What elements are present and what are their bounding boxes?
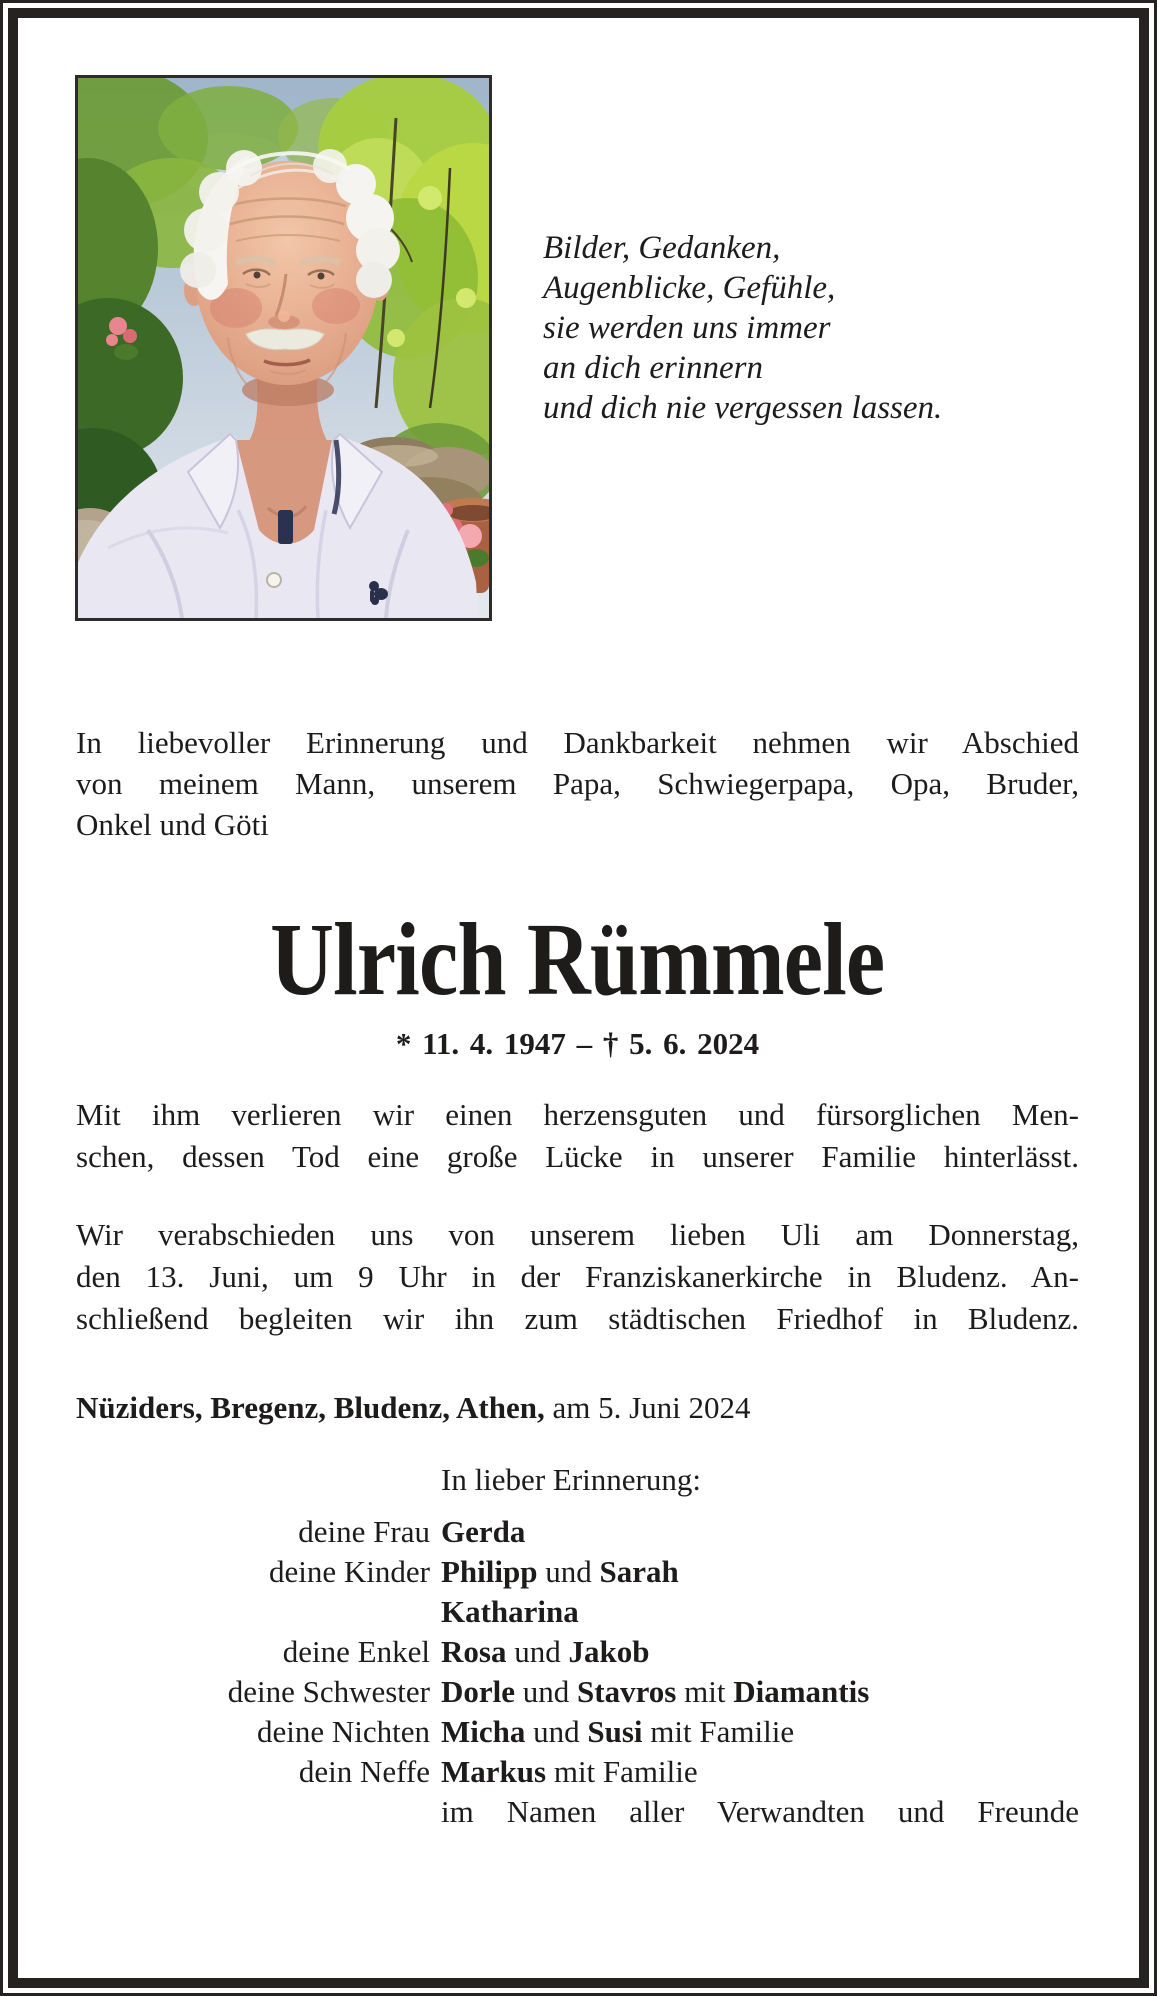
family-name: Markus xyxy=(441,1754,547,1789)
funeral-paragraph xyxy=(76,1214,1079,1340)
relation-names xyxy=(441,1592,1079,1632)
remembrance-heading: In lieber Erinnerung: xyxy=(441,1462,701,1497)
funeral-line: schließend begleiten wir ihn zum städtischen Friedhof in Bludenz. xyxy=(76,1301,1079,1336)
family-name: Gerda xyxy=(441,1514,526,1549)
dateline-places: Nüziders, Bregenz, Bludenz, Athen, xyxy=(76,1390,545,1425)
closing-line: im Namen aller Verwandten und Freunde xyxy=(441,1794,1079,1829)
poem-line: sie werden uns immer xyxy=(543,310,831,346)
family-name: Rosa xyxy=(441,1634,507,1669)
relation-label xyxy=(76,1792,430,1832)
intro-line: von meinem Mann, unserem Papa, Schwiegerpapa, Opa, Bruder, xyxy=(76,766,1079,801)
intro-paragraph xyxy=(76,722,1079,845)
relation-names xyxy=(441,1712,1079,1752)
relation-label: dein Neffe xyxy=(298,1754,430,1789)
remembrance-row xyxy=(76,1632,1079,1672)
name-separator: und xyxy=(522,1674,570,1709)
poem-line: und dich nie vergessen lassen. xyxy=(543,390,943,426)
family-name: Diamantis xyxy=(733,1674,870,1709)
family-name: Stavros xyxy=(577,1674,677,1709)
intro-line: In liebevoller Erinnerung und Dankbarkeit nehmen wir Abschied xyxy=(76,725,1079,760)
tribute-line: Mit ihm verlieren wir einen herzensguten und fürsorglichen Men- xyxy=(76,1097,1079,1132)
name-separator: mit xyxy=(684,1674,726,1709)
relation-label xyxy=(76,1592,430,1632)
relation-label: deine Frau xyxy=(298,1514,430,1549)
name-separator: mit Familie xyxy=(553,1754,698,1789)
remembrance-row xyxy=(76,1592,1079,1632)
dateline-date: am 5. Juni 2024 xyxy=(552,1390,751,1425)
remembrance-row xyxy=(76,1512,1079,1552)
intro-line: Onkel und Göti xyxy=(76,807,269,842)
poem-line: Bilder, Gedanken, xyxy=(543,230,781,266)
name-separator: und xyxy=(533,1714,580,1749)
relation-names xyxy=(441,1552,1079,1592)
relation-label: deine Schwester xyxy=(227,1674,430,1709)
relation-names xyxy=(441,1672,1079,1712)
relation-names xyxy=(441,1752,1079,1792)
poem-line: an dich erinnern xyxy=(543,350,763,386)
poem-line: Augenblicke, Gefühle, xyxy=(543,270,836,306)
remembrance-list xyxy=(76,1512,1079,1832)
name-separator: und xyxy=(514,1634,561,1669)
family-name: Sarah xyxy=(599,1554,679,1589)
life-dates: * 11. 4. 1947 – † 5. 6. 2024 xyxy=(395,1026,760,1061)
relation-label: deine Kinder xyxy=(269,1554,430,1589)
tribute-paragraph xyxy=(76,1094,1079,1178)
name-separator: und xyxy=(545,1554,592,1589)
family-name: Katharina xyxy=(441,1594,579,1629)
remembrance-row xyxy=(76,1672,1079,1712)
relation-label: deine Nichten xyxy=(256,1714,430,1749)
funeral-line: Wir verabschieden uns von unserem lieben Uli am Donnerstag, xyxy=(76,1217,1079,1252)
remembrance-row xyxy=(76,1552,1079,1592)
relation-label: deine Enkel xyxy=(282,1634,430,1669)
deceased-name: Ulrich Rümmele xyxy=(270,902,885,1017)
deceased-name-row xyxy=(76,902,1079,1017)
family-name: Jakob xyxy=(568,1634,650,1669)
remembrance-row xyxy=(76,1752,1079,1792)
relation-names xyxy=(441,1512,1079,1552)
portrait-photo-illustration xyxy=(78,78,489,618)
family-name: Susi xyxy=(587,1714,643,1749)
portrait-photo xyxy=(75,75,492,621)
family-name: Dorle xyxy=(441,1674,516,1709)
remembrance-row xyxy=(76,1712,1079,1752)
dateline xyxy=(76,1388,1079,1428)
memorial-poem xyxy=(543,228,942,428)
family-name: Micha xyxy=(441,1714,526,1749)
funeral-line: den 13. Juni, um 9 Uhr in der Franziskanerkirche in Bludenz. An- xyxy=(76,1259,1079,1294)
name-separator: mit Familie xyxy=(650,1714,795,1749)
remembrance-row xyxy=(76,1792,1079,1832)
tribute-line: schen, dessen Tod eine große Lücke in unserer Familie hinterlässt. xyxy=(76,1139,1079,1174)
family-name: Philipp xyxy=(441,1554,538,1589)
relation-names xyxy=(441,1632,1079,1672)
